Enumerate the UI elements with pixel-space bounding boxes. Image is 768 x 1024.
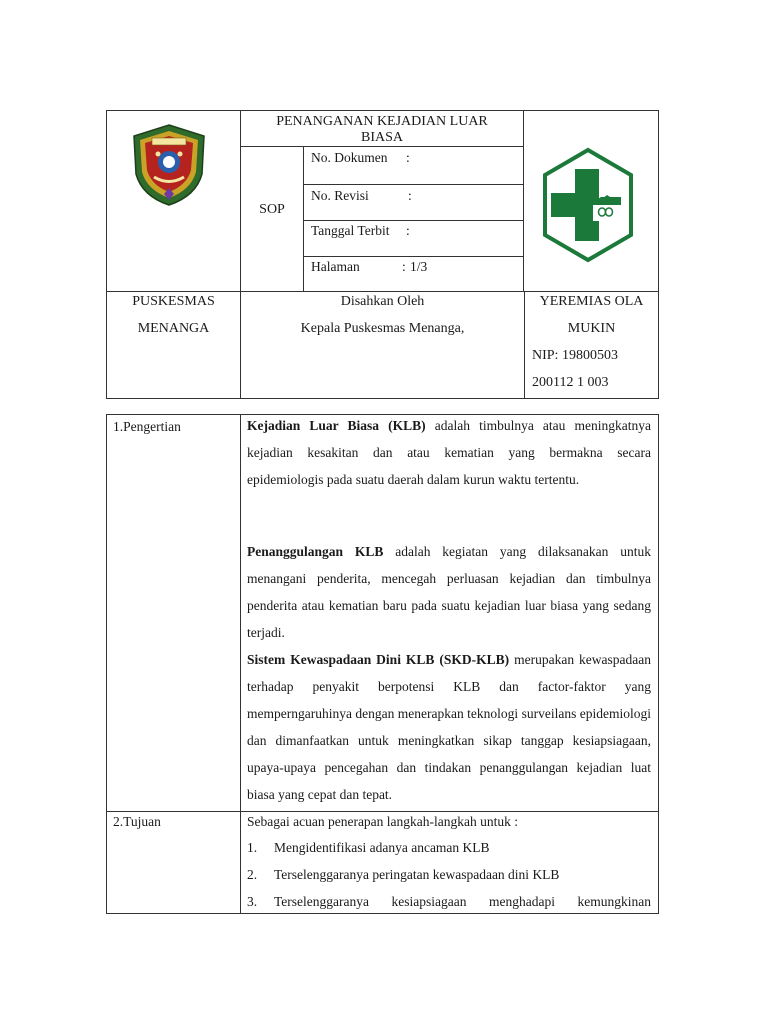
signer-nip-line1: NIP: 19800503 xyxy=(532,348,618,363)
pengertian-paragraph-penanggulangan xyxy=(247,539,651,647)
term-skd-klb: Sistem Kewaspadaan Dini KLB (SKD-KLB) xyxy=(247,652,510,667)
field-value: 1/3 xyxy=(410,259,428,274)
list-item-text: Terselenggaranya peringatan kewaspadaan dini KLB xyxy=(274,866,560,882)
list-item-number: 2. xyxy=(247,866,258,882)
puskesmas-name-line1: PUSKESMAS xyxy=(132,294,215,309)
pengertian-paragraph-skd xyxy=(247,647,651,808)
tujuan-list xyxy=(247,835,651,916)
term-klb: Kejadian Luar Biasa (KLB) xyxy=(247,418,426,433)
field-label: No. Revisi xyxy=(311,188,369,203)
signer-nip-line2: 200112 1 003 xyxy=(532,375,609,390)
puskesmas-name-line2: MENANGA xyxy=(137,321,210,336)
list-item xyxy=(247,835,651,862)
list-item xyxy=(247,862,651,889)
document-title-line2: BIASA xyxy=(360,130,403,145)
document-title-line1: PENANGANAN KEJADIAN LUAR xyxy=(276,114,488,129)
term-penanggulangan: Penanggulangan KLB xyxy=(247,544,384,559)
list-item xyxy=(247,889,651,916)
list-item-text: Terselenggaranya kesiapsiagaan menghadapi kemungkinan xyxy=(274,893,651,909)
regional-emblem-logo xyxy=(130,122,208,208)
signer-name-line1: YEREMIAS OLA xyxy=(539,294,644,309)
definition-penanggulangan: adalah kegiatan yang dilaksanakan untuk menangani penderita, mencegah perluasan kejadian dan timbulnya penderita atau kematian baru pada suatu kejadian luar biasa yang sedang terjadi. xyxy=(247,544,652,640)
section-label-tujuan: 2.Tujuan xyxy=(113,814,161,829)
field-separator: : xyxy=(408,188,412,203)
tujuan-intro: Sebagai acuan penerapan langkah-langkah untuk : xyxy=(247,814,519,829)
definition-skd-klb: merupakan kewaspadaan terhadap penyakit berpotensi KLB dan factor-faktor yang memperngaruhinya dengan menerapkan teknologi surveilans epidemiologi dan dimanfaatkan untuk meningkatkan sikap tanggap kesiapsiagaan, upaya-upaya pencegahan dan tindakan penanggulangan kejadian luat biasa yang cepat dan tepat. xyxy=(247,652,651,802)
list-item-number: 1. xyxy=(247,840,258,855)
field-separator: : xyxy=(406,223,410,238)
approval-label: Disahkan Oleh xyxy=(340,294,425,309)
field-label: Halaman xyxy=(311,259,360,274)
pengertian-paragraph-klb xyxy=(247,413,651,494)
signer-name-line2: MUKIN xyxy=(567,321,616,336)
field-label: Tanggal Terbit xyxy=(311,223,390,238)
definition-klb: adalah timbulnya atau meningkatnya kejadian kesakitan dan atau kematian yang bermakna secara epidemiologis pada suatu daerah dalam kurun waktu tertentu. xyxy=(247,418,652,487)
approval-position: Kepala Puskesmas Menanga, xyxy=(300,321,465,336)
section-label-pengertian: 1.Pengertian xyxy=(113,419,181,434)
puskesmas-logo xyxy=(541,147,635,263)
field-separator: : xyxy=(406,150,410,165)
list-item-text: Mengidentifikasi adanya ancaman KLB xyxy=(274,840,490,855)
sop-label: SOP xyxy=(259,202,285,217)
field-label: No. Dokumen xyxy=(311,150,388,165)
list-item-number: 3. xyxy=(247,893,258,909)
field-separator: : xyxy=(402,259,406,274)
